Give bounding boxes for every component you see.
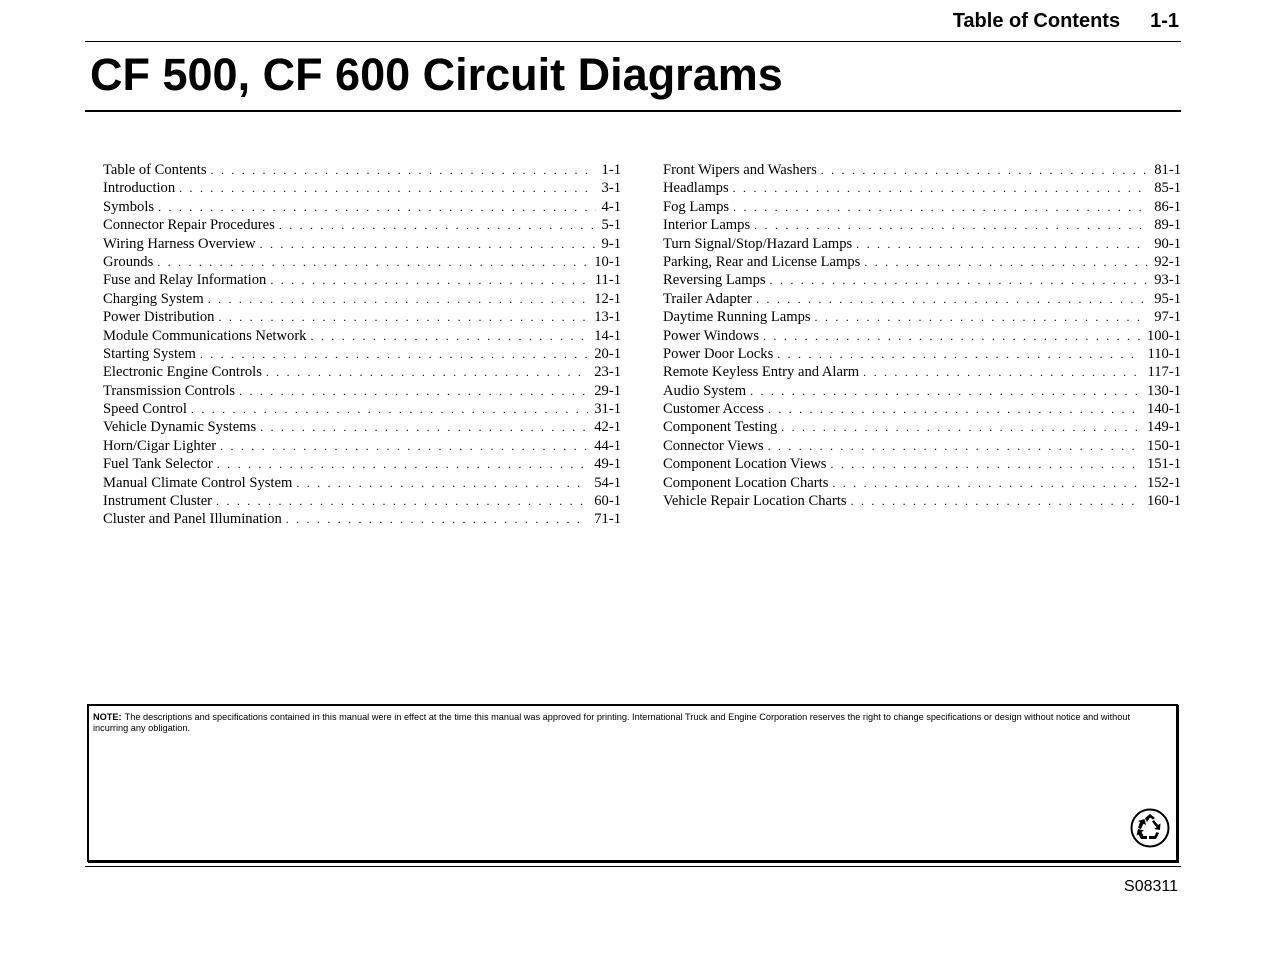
header-rule	[85, 41, 1181, 42]
toc-entry	[103, 198, 621, 216]
toc-leader-dots	[179, 179, 595, 197]
toc-entry-label: Component Location Charts	[663, 474, 829, 491]
toc-entry	[663, 418, 1181, 436]
toc-leader-dots	[770, 271, 1149, 289]
toc-leader-dots	[777, 345, 1141, 363]
toc-leader-dots	[781, 418, 1141, 436]
toc-entry	[663, 437, 1181, 455]
toc-entry	[663, 492, 1181, 510]
toc-leader-dots	[768, 400, 1141, 418]
toc-entry-page: 90-1	[1154, 235, 1181, 252]
toc-entry-label: Reversing Lamps	[663, 272, 766, 289]
toc-entry	[663, 216, 1181, 234]
toc-leader-dots	[750, 382, 1141, 400]
toc-entry	[663, 179, 1181, 197]
toc-entry-label: Daytime Running Lamps	[663, 309, 811, 326]
toc-entry-label: Component Location Views	[663, 456, 827, 473]
toc-leader-dots	[191, 400, 588, 418]
toc-entry	[663, 345, 1181, 363]
toc-entry	[663, 400, 1181, 418]
toc-entry	[103, 437, 621, 455]
toc-leader-dots	[158, 198, 595, 216]
toc-entry	[663, 327, 1181, 345]
footer-rule	[85, 866, 1181, 867]
toc-entry-page: 4-1	[601, 198, 621, 215]
toc-right-column	[663, 161, 1181, 510]
toc-entry-label: Trailer Adapter	[663, 290, 753, 307]
toc-entry	[663, 271, 1181, 289]
toc-entry	[663, 161, 1181, 179]
toc-entry-label: Vehicle Repair Location Charts	[663, 493, 847, 510]
toc-leader-dots	[763, 327, 1141, 345]
toc-entry-page: 85-1	[1154, 180, 1181, 197]
toc-entry-page: 42-1	[594, 419, 621, 436]
toc-entry	[103, 510, 621, 528]
toc-entry-page: 10-1	[594, 253, 621, 270]
toc-entry-page: 81-1	[1154, 162, 1181, 178]
toc-entry-page: 110-1	[1147, 345, 1181, 362]
toc-entry-label: Headlamps	[663, 180, 729, 197]
toc-entry-label: Interior Lamps	[663, 217, 751, 234]
toc-entry-label: Speed Control	[103, 401, 187, 418]
toc-leader-dots	[220, 437, 588, 455]
toc-entry	[103, 418, 621, 436]
toc-entry-label: Starting System	[103, 345, 196, 362]
toc-entry-label: Symbols	[103, 198, 155, 215]
toc-entry-page: 140-1	[1146, 401, 1181, 418]
toc-leader-dots	[286, 510, 588, 528]
toc-entry-page: 23-1	[594, 364, 621, 381]
toc-leader-dots	[200, 345, 588, 363]
toc-entry-label: Audio System	[663, 382, 747, 399]
note-lead: NOTE:	[93, 712, 122, 722]
toc-entry-label: Wiring Harness Overview	[103, 235, 256, 252]
toc-entry-label: Remote Keyless Entry and Alarm	[663, 364, 860, 381]
toc-entry-page: 130-1	[1146, 382, 1181, 399]
toc-entry-page: 151-1	[1146, 456, 1181, 473]
toc-entry	[103, 455, 621, 473]
toc-entry-label: Module Communications Network	[103, 327, 307, 344]
toc-leader-dots	[733, 198, 1148, 216]
toc-entry-label: Component Testing	[663, 419, 778, 436]
toc-entry	[663, 290, 1181, 308]
toc-entry-page: 149-1	[1146, 419, 1181, 436]
toc-entry	[103, 345, 621, 363]
toc-leader-dots	[768, 437, 1141, 455]
toc-entry-page: 71-1	[594, 511, 621, 528]
toc-entry	[663, 308, 1181, 326]
toc-entry-label: Connector Views	[663, 437, 764, 454]
toc-leader-dots	[260, 418, 588, 436]
toc-entry-page: 44-1	[594, 437, 621, 454]
toc-leader-dots	[218, 308, 588, 326]
toc-entry	[103, 179, 621, 197]
toc-entry	[103, 253, 621, 271]
toc-entry-label: Manual Climate Control System	[103, 474, 293, 491]
toc-entry-page: 54-1	[594, 474, 621, 491]
toc-leader-dots	[296, 474, 588, 492]
running-header	[953, 10, 1179, 33]
toc-entry	[663, 382, 1181, 400]
toc-entry	[103, 382, 621, 400]
toc-leader-dots	[864, 253, 1148, 271]
toc-entry-page: 95-1	[1154, 290, 1181, 307]
toc-entry	[103, 474, 621, 492]
recycle-icon	[1130, 808, 1170, 848]
toc-entry-label: Instrument Cluster	[103, 493, 213, 510]
toc-leader-dots	[239, 382, 588, 400]
toc-entry-page: 31-1	[594, 401, 621, 418]
toc-entry-label: Power Door Locks	[663, 345, 774, 362]
toc-entry-page: 1-1	[601, 162, 621, 178]
toc-left-column	[103, 161, 621, 529]
toc-entry-page: 11-1	[594, 272, 621, 289]
toc-leader-dots	[830, 455, 1141, 473]
toc-entry-page: 150-1	[1146, 437, 1181, 454]
note-text	[93, 712, 1152, 734]
header-page-number: 1-1	[1150, 10, 1179, 32]
toc-entry	[103, 363, 621, 381]
toc-entry-page: 12-1	[594, 290, 621, 307]
toc-entry	[663, 474, 1181, 492]
toc-leader-dots	[208, 290, 589, 308]
toc-entry-label: Parking, Rear and License Lamps	[663, 253, 861, 270]
toc-entry	[663, 363, 1181, 381]
toc-entry-label: Customer Access	[663, 401, 764, 418]
toc-entry	[103, 216, 621, 234]
toc-entry-page: 29-1	[594, 382, 621, 399]
page-title: CF 500, CF 600 Circuit Diagrams	[90, 49, 783, 100]
toc-entry	[663, 198, 1181, 216]
note-body: The descriptions and specifications contained in this manual were in effect at the time this manual was approved for printing. International Truck and Engine Corporation reserves the right to change specifications or design without notice and without incurring any obligation.	[93, 712, 1131, 733]
toc-leader-dots	[851, 492, 1141, 510]
toc-entry-page: 49-1	[594, 456, 621, 473]
toc-leader-dots	[270, 271, 588, 289]
toc-entry-page: 60-1	[594, 493, 621, 510]
toc-entry-label: Vehicle Dynamic Systems	[103, 419, 257, 436]
toc-entry-label: Grounds	[103, 253, 154, 270]
toc-entry-page: 89-1	[1154, 217, 1181, 234]
toc-entry-label: Power Distribution	[103, 309, 215, 326]
toc-entry-page: 152-1	[1146, 474, 1181, 491]
toc-leader-dots	[211, 161, 596, 179]
toc-entry	[103, 235, 621, 253]
toc-entry-label: Charging System	[103, 290, 204, 307]
toc-leader-dots	[832, 474, 1141, 492]
document-code: S08311	[1124, 878, 1178, 895]
toc-entry-page: 160-1	[1146, 493, 1181, 510]
toc-entry	[103, 161, 621, 179]
toc-entry-page: 13-1	[594, 309, 621, 326]
toc-entry-page: 20-1	[594, 345, 621, 362]
toc-entry-page: 86-1	[1154, 198, 1181, 215]
toc-entry-page: 93-1	[1154, 272, 1181, 289]
toc-entry	[103, 327, 621, 345]
toc-entry-label: Horn/Cigar Lighter	[103, 437, 217, 454]
toc-entry	[663, 253, 1181, 271]
toc-leader-dots	[733, 179, 1149, 197]
toc-leader-dots	[815, 308, 1149, 326]
toc-entry	[103, 290, 621, 308]
toc-leader-dots	[856, 235, 1148, 253]
toc-entry-label: Connector Repair Procedures	[103, 217, 275, 234]
toc-leader-dots	[863, 363, 1141, 381]
toc-entry-label: Electronic Engine Controls	[103, 364, 262, 381]
toc-entry-label: Fuel Tank Selector	[103, 456, 213, 473]
toc-entry-page: 3-1	[601, 180, 621, 197]
toc-entry	[103, 271, 621, 289]
toc-entry-label: Turn Signal/Stop/Hazard Lamps	[663, 235, 853, 252]
toc-entry	[103, 400, 621, 418]
toc-entry	[663, 455, 1181, 473]
toc-entry	[663, 235, 1181, 253]
toc-entry-label: Cluster and Panel Illumination	[103, 511, 282, 528]
toc-entry-page: 14-1	[594, 327, 621, 344]
toc-entry-page: 9-1	[601, 235, 621, 252]
note-box	[87, 704, 1178, 862]
toc-entry-label: Fog Lamps	[663, 198, 730, 215]
toc-entry-label: Table of Contents	[103, 162, 207, 178]
toc-entry-label: Power Windows	[663, 327, 760, 344]
toc-leader-dots	[157, 253, 588, 271]
toc-entry	[103, 492, 621, 510]
toc-entry-label: Transmission Controls	[103, 382, 236, 399]
toc-leader-dots	[216, 492, 588, 510]
toc-leader-dots	[821, 161, 1148, 179]
title-rule	[85, 110, 1181, 112]
header-section-title: Table of Contents	[952, 10, 1121, 32]
toc-leader-dots	[279, 216, 596, 234]
toc-leader-dots	[217, 455, 588, 473]
toc-entry-label: Fuse and Relay Information	[103, 272, 267, 289]
toc-leader-dots	[266, 363, 588, 381]
toc-entry-page: 100-1	[1146, 327, 1181, 344]
toc-entry-page: 97-1	[1154, 309, 1181, 326]
toc-entry	[103, 308, 621, 326]
toc-entry-page: 92-1	[1154, 253, 1181, 270]
toc-leader-dots	[754, 216, 1148, 234]
toc-leader-dots	[756, 290, 1148, 308]
toc-entry-label: Front Wipers and Washers	[663, 162, 817, 178]
toc-leader-dots	[260, 235, 596, 253]
toc-entry-page: 117-1	[1147, 364, 1181, 381]
toc-entry-label: Introduction	[103, 180, 176, 197]
toc-leader-dots	[310, 327, 588, 345]
toc-entry-page: 5-1	[601, 217, 621, 234]
